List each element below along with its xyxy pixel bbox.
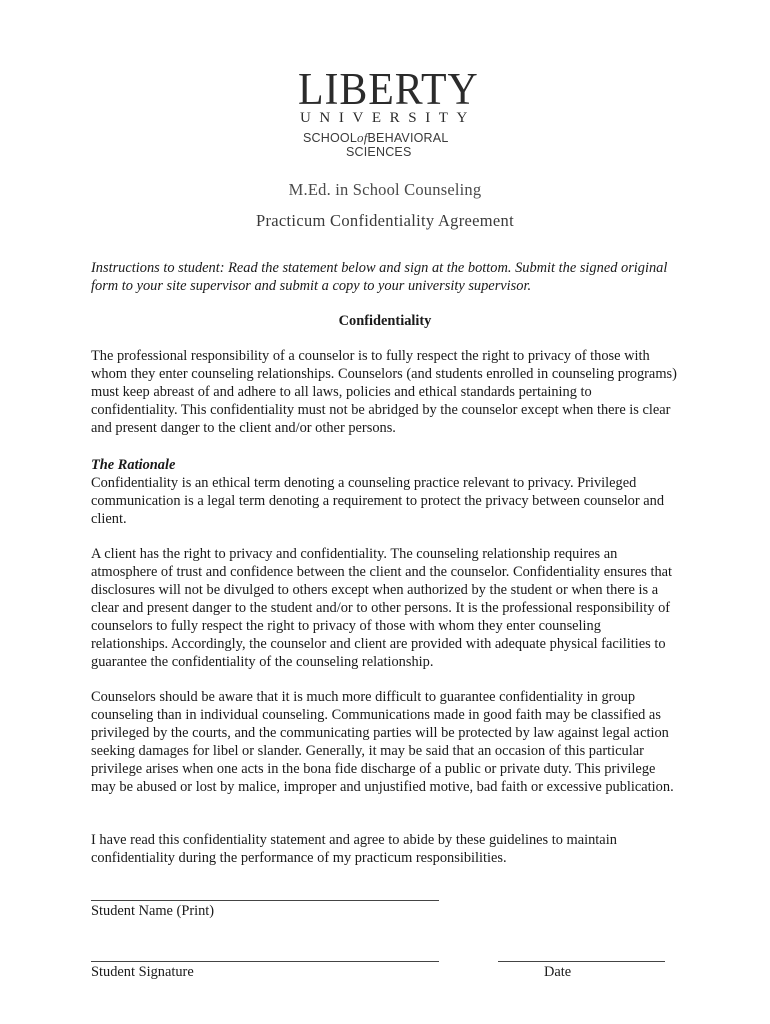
- date-label: Date: [544, 964, 572, 980]
- logo-wordmark: LIBERTY: [298, 64, 479, 114]
- paragraph-group-counseling: Counselors should be aware that it is much more difficult to guarantee confidentiality in group counseling than in individual counseling. Communications made in good faith may be classified as privileged by the courts, and the communicating parties will be protected by law against legal action seeking damages for libel or slander. Generally, it may be said that an occasion of this particular privilege arises when one acts in the bona fide discharge of a public or private duty. This privilege may be abused or lost by malice, improper and unjustified motive, bad faith or excessive publication.: [91, 689, 674, 795]
- paragraph-client-rights: A client has the right to privacy and confidentiality. The counseling relationship requires an atmosphere of trust and confidence between the client and the counselor. Confidentiality ensures that disclosures will not be divulged to others except when authorized by the student or when there is a clear and present danger to the student and/or to other persons. It is the professional responsibility of counselors to fully respect the right to privacy of those with whom they enter counseling relationships. Accordingly, the counselor and client are provided with adequate physical facilities to guarantee the confidentiality of the counseling relationship.: [91, 546, 673, 670]
- paragraph-rationale: Confidentiality is an ethical term denoting a counseling practice relevant to privacy. Privileged communication is a legal term denoting a requirement to protect the privacy between counselor and client.: [91, 475, 665, 527]
- document-title: Practicum Confidentiality Agreement: [256, 211, 514, 230]
- student-signature-line[interactable]: [91, 961, 439, 962]
- logo-school-of: of: [357, 130, 368, 145]
- rationale-heading: The Rationale: [91, 457, 176, 473]
- date-line[interactable]: [498, 961, 665, 962]
- logo-school-line2: SCIENCES: [346, 145, 412, 159]
- logo-school-line: [303, 130, 448, 146]
- student-name-line[interactable]: [91, 900, 439, 901]
- program-title: M.Ed. in School Counseling: [288, 180, 482, 199]
- paragraph-agreement: I have read this confidentiality statement and agree to abide by these guidelines to maintain confidentiality during the performance of my practicum responsibilities.: [91, 832, 617, 866]
- student-signature-label: Student Signature: [91, 964, 194, 980]
- logo-school-start: SCHOOL: [303, 131, 357, 145]
- section-heading: Confidentiality: [338, 313, 432, 329]
- logo-school-end: BEHAVIORAL: [367, 131, 449, 145]
- instructions-text: Instructions to student: Read the statement below and sign at the bottom. Submit the signed original form to your site supervisor and submit a copy to your university supervisor.: [91, 260, 668, 294]
- student-name-label: Student Name (Print): [91, 903, 215, 919]
- paragraph-responsibility: The professional responsibility of a counselor is to fully respect the right to privacy of those with whom they enter counseling relationships. Counselors (and students enrolled in counseling programs) must keep abreast of and adhere to all laws, policies and ethical standards pertaining to confidentiality. This confidentiality must not be abridged by the counselor except when there is clear and present danger to the client and/or other persons.: [91, 348, 677, 436]
- logo-subtitle: UNIVERSITY: [300, 110, 476, 126]
